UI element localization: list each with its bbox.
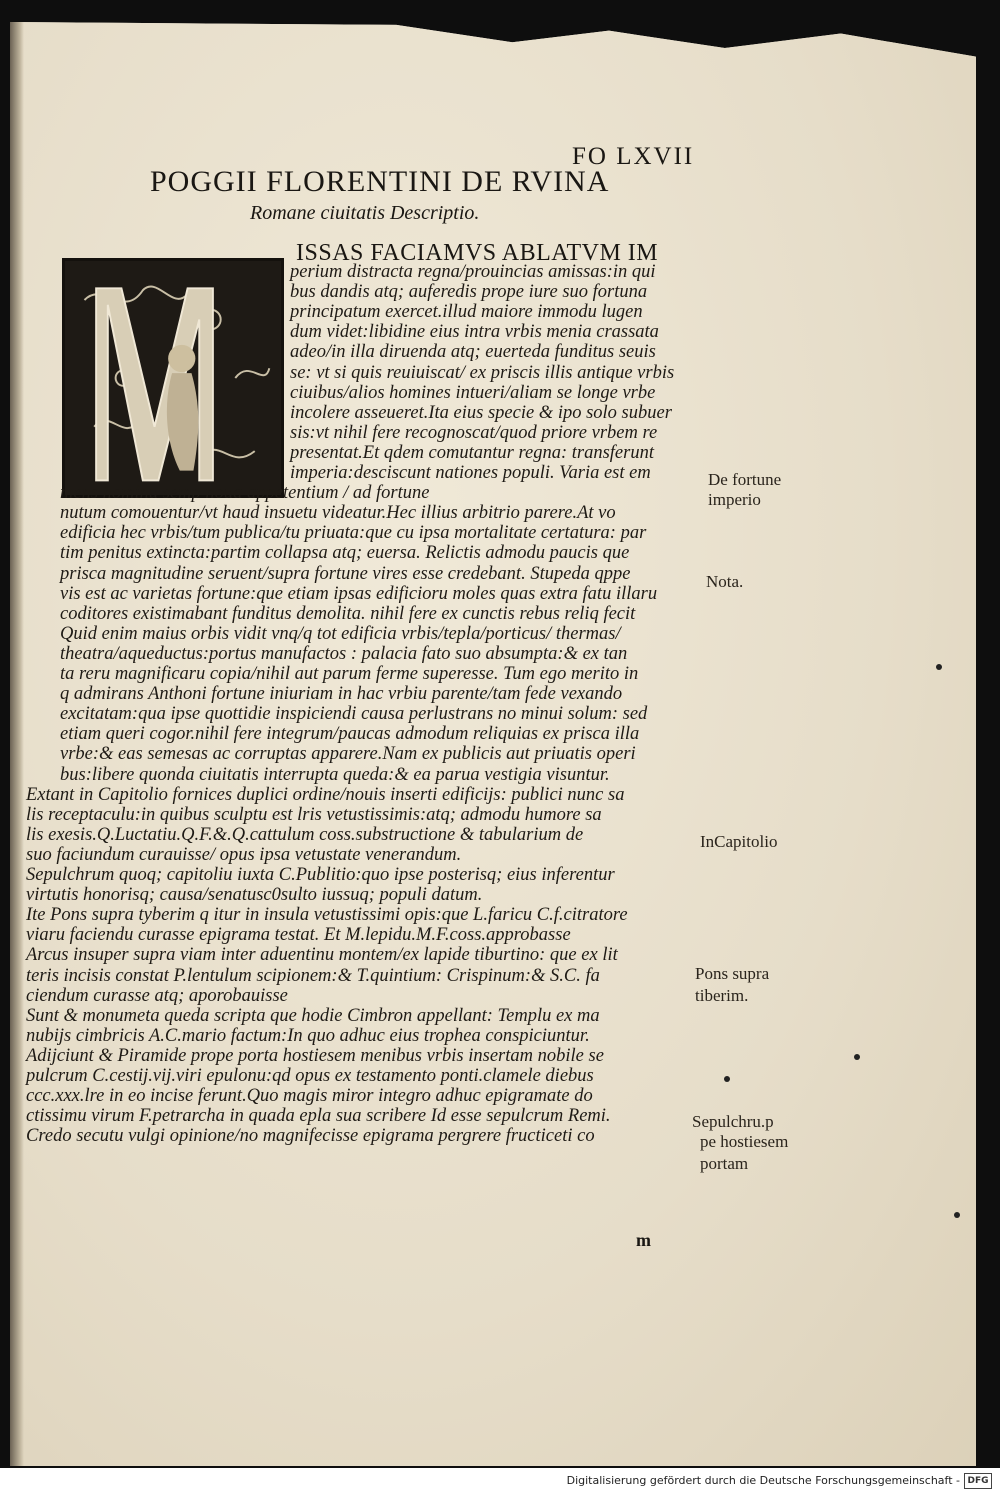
text-line: bus dandis atq; auferedis prope iure suo fortuna [290, 282, 648, 303]
text-line: nubijs cimbricis A.C.mario factum:In quo adhuc eius trophea conspiciuntur. [26, 1025, 590, 1046]
margin-note: pe hostiesem [700, 1132, 789, 1151]
text-line: dum videt:libidine eius intra vrbis menia crassata [290, 322, 659, 343]
text-line: bus:libere quonda ciuitatis interrupta queda:& ea parua vestigia visuntur. [60, 764, 610, 785]
dfg-logo: DFG [964, 1473, 992, 1489]
page-subtitle: Romane ciuitatis Descriptio. [250, 202, 480, 224]
footer-credit: Digitalisierung gefördert durch die Deutsche Forschungsgemeinschaft - [566, 1474, 960, 1487]
text-line: Credo secutu vulgi opinione/no magnifecisse epigrama pergrere fructiceti co [26, 1126, 595, 1147]
text-line: ciuibus/alios homines intueri/aliam se longe vrbe [290, 382, 656, 403]
text-line: mens hominu semp noua appetentium / ad fortune [60, 483, 430, 504]
text-line: perium distracta regna/prouincias amissas:in qui [290, 262, 656, 282]
incipit-line: ISSAS FACIAMVS ABLATVM IM [296, 240, 659, 266]
text-line: se: vt si quis reuiuiscat/ ex priscis illis antique vrbis [290, 362, 675, 383]
footer-bar [0, 1468, 1000, 1493]
text-line: excitatam:qua ipse quottidie inspiciendi causa perlustrans no minui solum: sed [60, 704, 648, 725]
text-line: incolere asseueret.Ita eius specie & ipo solo subuer [290, 402, 672, 423]
text-line: coditores existimabant funditus demolita. nihil fere ex cunctis rebus reliq fecit [60, 603, 636, 624]
margin-note: Nota. [706, 572, 744, 591]
margin-mark [954, 1212, 960, 1218]
text-line: sis:vt nihil fere recognoscat/quod priore vrbem re [290, 422, 658, 443]
text-line: presentat.Et qdem comutantur regna: transferunt [290, 442, 654, 463]
text-line: virtutis honorisq; causa/senatusc0sulto iussuq; populi datum. [26, 885, 483, 906]
text-line: viaru faciendu curasse epigrama testat. Et M.lepidu.M.F.coss.approbasse [26, 925, 571, 946]
margin-mark [724, 1076, 730, 1082]
text-line: edificia hec vrbis/tum publica/tu priuata:que cu ipsa mortalitate certatura: par [60, 523, 647, 544]
text-line: etiam queri cogor.nihil fere integrum/paucas admodum reliquias ex prisca illa [60, 724, 640, 745]
text-line: ta reru magnificaru copia/nihil aut parum ferme superesse. Tum ego merito in [60, 664, 639, 684]
text-line: Sepulchrum quoq; capitoliu iuxta C.Publitio:quo ipse posterisq; eius inferentur [26, 865, 615, 885]
text-line: lis receptaculu:in quibus sculptu est lris vetustissimis:atq; admodu humore sa [26, 804, 602, 825]
text-line: suo faciundum curauisse/ opus ipsa vetustate venerandum. [26, 844, 462, 865]
margin-note: Sepulchru.p [692, 1112, 774, 1131]
text-line: lis exesis.Q.Luctatiu.Q.F.&.Q.cattulum coss.substructione & tabularium de [26, 824, 584, 845]
margin-note: imperio [708, 490, 761, 509]
text-line: teris incisis constat P.lentulum scipionem:& T.quintium: Crispinum:& S.C. fa [26, 965, 600, 986]
margin-mark [854, 1054, 860, 1060]
decorated-initial-m-image [62, 258, 284, 498]
text-line: tim penitus extincta:partim collapsa atq; euersa. Relictis admodu paucis que [60, 543, 630, 564]
text-line: vrbe:& eas semesas ac corruptas apparere.Nam ex publicis aut priuatis operi [60, 744, 636, 765]
text-line: ciendum curasse atq; aporobauisse [26, 985, 288, 1006]
text-line: theatra/aqueductus:portus manufactos : palacia fato suo absumpta:& ex tan [60, 643, 628, 664]
text-line: pulcrum C.cestij.vij.viri epulonu:qd opus ex testamento ponti.clamele diebus [26, 1066, 594, 1086]
text-line: prisca magnitudine seruent/supra fortune vires esse credebant. Stupeda qppe [60, 563, 631, 584]
text-line: q admirans Anthoni fortune iniuriam in hac vrbiu parente/tam fede vexando [60, 684, 623, 705]
margin-note: InCapitolio [700, 832, 778, 851]
text-line: Quid enim maius orbis vidit vnq/q tot edificia vrbis/tepla/porticus/ thermas/ [60, 623, 621, 644]
text-line: imperia:desciscunt nationes populi. Varia est em [290, 463, 651, 483]
text-line: ccc.xxx.lre in eo incise ferunt.Quo magis miror integro adhuc epigramate do [26, 1086, 593, 1107]
margin-note: portam [700, 1154, 749, 1173]
margin-note: Pons supra [695, 964, 770, 983]
page-gutter-shadow [10, 22, 24, 1466]
text-line: Ite Pons supra tyberim q itur in insula vetustissimi opis:que L.faricu C.f.citratore [26, 905, 628, 926]
margin-note: tiberim. [695, 986, 749, 1005]
margin-note: De fortune [708, 470, 782, 489]
text-line: Arcus insuper supra viam inter aduentinu montem/ex lapide tiburtino: que ex lit [26, 945, 618, 966]
text-line: principatum exercet.illud maiore immodu lugen [290, 302, 643, 323]
page-title: POGGII FLORENTINI DE RVINA [150, 165, 610, 198]
text-line: Extant in Capitolio fornices duplici ordine/nouis inserti edificijs: publici nunc sa [26, 784, 625, 805]
text-line: nutum comouentur/vt haud insuetu videatur.Hec illius arbitrio parere.At vo [60, 503, 616, 524]
text-line: adeo/in illa diruenda atq; euerteda funditus seuis [290, 342, 656, 363]
text-line: vis est ac varietas fortune:que etiam ipsas edificioru moles quas extra fatu illaru [60, 583, 658, 604]
margin-mark [936, 664, 942, 670]
text-line: Adijciunt & Piramide prope porta hostiesem menibus vrbis insertam nobile se [26, 1045, 604, 1066]
text-line: Sunt & monumeta queda scripta que hodie Cimbron appellant: Templu ex ma [26, 1005, 600, 1026]
text-line: ctissimu virum F.petrarcha in quada epla sua scribere Id esse sepulcrum Remi. [26, 1106, 611, 1127]
folio-number: FO LXVII [572, 143, 695, 170]
signature-mark: m [636, 1230, 651, 1250]
